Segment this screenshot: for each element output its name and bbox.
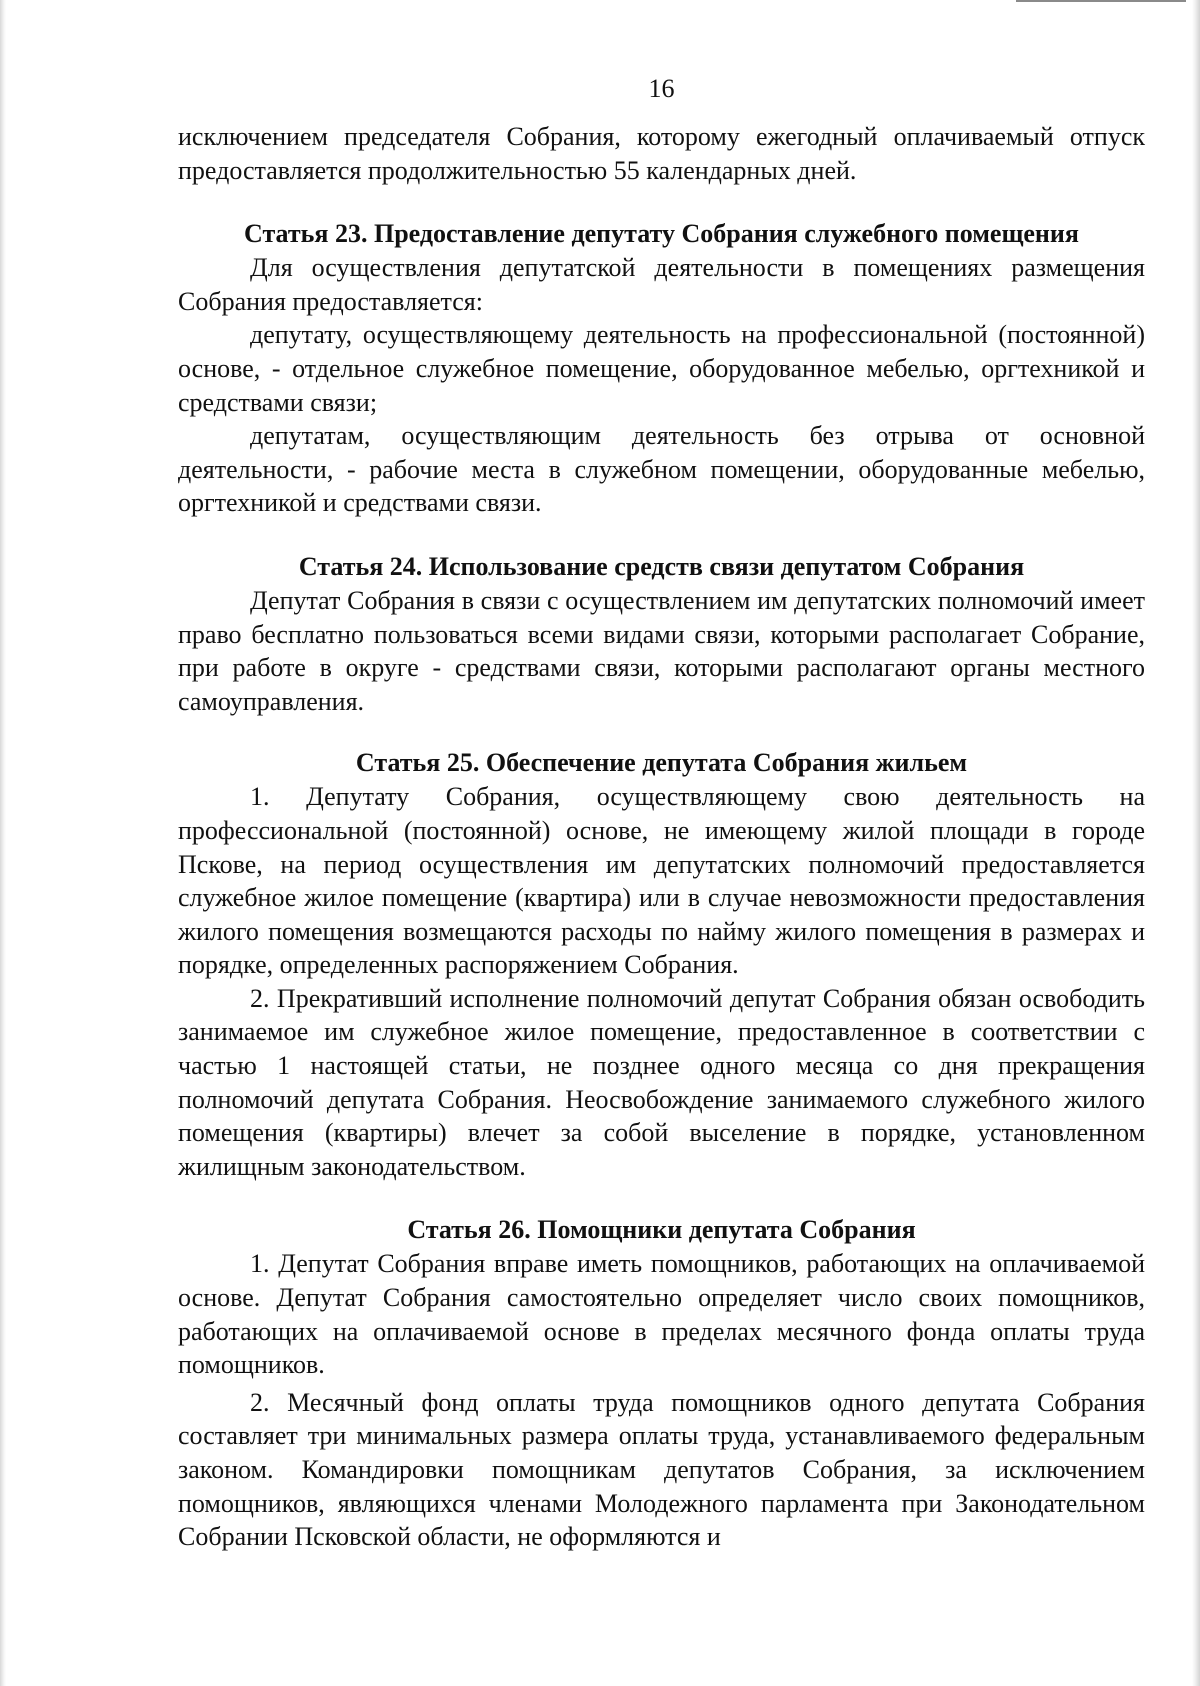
article-heading: Статья 23. Предоставление депутату Собрания служебного помещения [244,219,1079,249]
spacer [178,520,1145,550]
article-paragraph: 1. Депутат Собрания вправе иметь помощников, работающих на оплачиваемой основе. Депутат Собрания самостоятельно определяет число своих помощников, работающих на оплачиваемой основе в пределах месячного фонда оплаты труда помощников. [178,1249,1145,1380]
scan-top-right-mark [1016,0,1186,2]
article-24 [178,550,1145,718]
document-page [178,72,1145,1554]
article-paragraph: 2. Месячный фонд оплаты труда помощников одного депутата Собрания составляет три минимальных размера оплаты труда, устанавливаемого федеральным законом. Командировки помощникам депутатов Собрания, за исключением помощников, являющихся членами Молодежного парламента при Законодательном Собрании Псковской области, не оформляются и [178,1387,1145,1552]
article-26 [178,1213,1145,1553]
article-paragraph: депутату, осуществляющему деятельность на профессиональной (постоянной) основе, - отдельное служебное помещение, оборудованное мебелью, оргтехникой и средствами связи; [178,320,1145,417]
article-23 [178,217,1145,520]
article-heading: Статья 24. Использование средств связи депутатом Собрания [298,551,1025,581]
intro-paragraph: исключением председателя Собрания, которому ежегодный оплачиваемый отпуск предоставляется продолжительностью 55 календарных дней. [178,122,1145,185]
spacer [178,1183,1145,1213]
spacer [178,718,1145,746]
spacer [178,187,1145,217]
scan-edge-right [1192,0,1200,1686]
article-paragraph: 2. Прекративший исполнение полномочий депутат Собрания обязан освободить занимаемое им служебное жилое помещение, предоставленное в соответствии с частью 1 настоящей статьи, не позднее одного месяца со дня прекращения полномочий депутата Собрания. Неосвобождение занимаемого служебного жилого помещения (квартиры) влечет за собой выселение в порядке, установленном жилищным законодательством. [178,983,1145,1181]
article-25 [178,746,1145,1183]
article-heading: Статья 25. Обеспечение депутата Собрания жильем [355,748,968,778]
article-paragraph: депутатам, осуществляющим деятельность без отрыва от основной деятельности, - рабочие места в служебном помещении, оборудованные мебелью, оргтехникой и средствами связи. [178,421,1145,518]
article-paragraph: Для осуществления депутатской деятельности в помещениях размещения Собрания предоставляется: [178,253,1145,316]
article-paragraph: Депутат Собрания в связи с осуществлением им депутатских полномочий имеет право бесплатно пользоваться всеми видами связи, которыми располагает Собрание, при работе в округе - средствами связи, которыми располагают органы местного самоуправления. [178,585,1145,716]
article-heading: Статья 26. Помощники депутата Собрания [407,1215,916,1245]
scan-edge-left [0,0,6,1686]
article-paragraph: 1. Депутату Собрания, осуществляющему свою деятельность на профессиональной (постоянной) основе, не имеющему жилой площади в городе Пскове, на период осуществления им депутатских полномочий предоставляется служебное жилое помещение (квартира) или в случае невозможности предоставления жилого помещения возмещаются расходы по найму жилого помещения в размерах и порядке, определенных распоряжением Собрания. [178,782,1145,980]
page-number: 16 [648,74,675,103]
